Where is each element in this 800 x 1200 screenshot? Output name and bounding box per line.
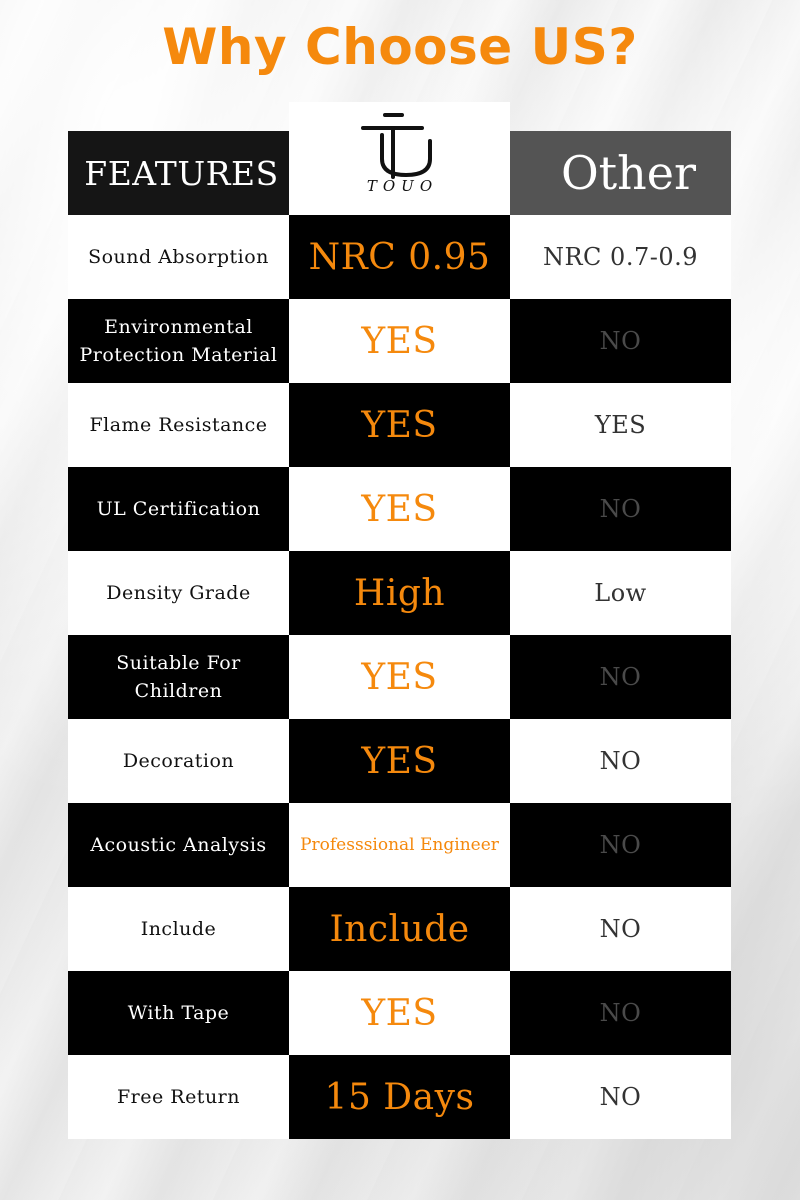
feature-label: Flame Resistance	[68, 383, 289, 467]
features-header: FEATURES	[68, 131, 289, 215]
touo-value: High	[289, 551, 510, 635]
touo-value: Professsional Engineer	[289, 803, 510, 887]
feature-label: Decoration	[68, 719, 289, 803]
feature-label: Environmental Protection Material	[68, 299, 289, 383]
touo-value: YES	[289, 635, 510, 719]
touo-logo-icon	[360, 109, 440, 181]
table-row	[68, 971, 731, 1055]
feature-label: UL Certification	[68, 467, 289, 551]
table-row	[68, 1055, 731, 1139]
table-row	[68, 215, 731, 299]
table-row	[68, 299, 731, 383]
brand-name: TOUO	[366, 177, 439, 195]
other-value: NO	[510, 803, 731, 887]
feature-label: Free Return	[68, 1055, 289, 1139]
comparison-table	[68, 131, 731, 1139]
other-value: NO	[510, 971, 731, 1055]
other-value: NO	[510, 719, 731, 803]
other-value: NO	[510, 887, 731, 971]
other-value: NO	[510, 1055, 731, 1139]
feature-label: Acoustic Analysis	[68, 803, 289, 887]
touo-value: YES	[289, 299, 510, 383]
feature-label: Suitable For Children	[68, 635, 289, 719]
touo-value: Include	[289, 887, 510, 971]
other-value: NRC 0.7-0.9	[510, 215, 731, 299]
touo-value: YES	[289, 383, 510, 467]
touo-value: YES	[289, 467, 510, 551]
other-value: NO	[510, 635, 731, 719]
table-row	[68, 467, 731, 551]
feature-label: Include	[68, 887, 289, 971]
page-title: Why Choose US?	[162, 18, 638, 76]
feature-label: With Tape	[68, 971, 289, 1055]
table-row	[68, 383, 731, 467]
table-row	[68, 887, 731, 971]
table-row	[68, 551, 731, 635]
touo-value: NRC 0.95	[289, 215, 510, 299]
brand-header	[289, 102, 510, 215]
table-header	[68, 131, 731, 215]
feature-label: Sound Absorption	[68, 215, 289, 299]
table-row	[68, 803, 731, 887]
touo-value: 15 Days	[289, 1055, 510, 1139]
other-value: NO	[510, 467, 731, 551]
other-header: Other	[510, 131, 731, 215]
other-value: YES	[510, 383, 731, 467]
other-value: NO	[510, 299, 731, 383]
table-row	[68, 635, 731, 719]
touo-value: YES	[289, 719, 510, 803]
feature-label: Density Grade	[68, 551, 289, 635]
table-row	[68, 719, 731, 803]
other-value: Low	[510, 551, 731, 635]
touo-value: YES	[289, 971, 510, 1055]
